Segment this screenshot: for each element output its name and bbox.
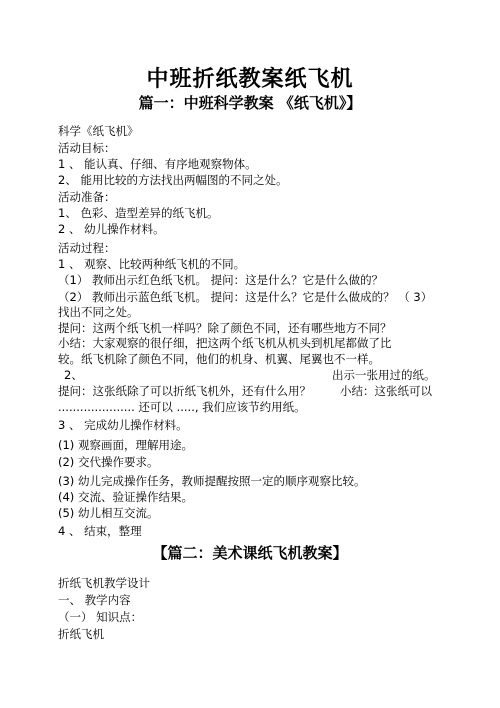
text-line: (3) 幼儿完成操作任务，教师提醒按照一定的顺序观察比较。 <box>58 474 366 488</box>
text-line: 一、 教学内容 <box>58 593 131 607</box>
text-line: (2) 交代操作要求。 <box>58 455 159 469</box>
text-line: 活动准备： <box>58 190 116 204</box>
text-line: 科学《纸飞机》 <box>58 124 139 138</box>
text-line: 3 、 完成幼儿操作材料。 <box>58 418 188 432</box>
text-line: 小结：这张纸可以 <box>340 384 432 398</box>
text-line: (1) 观察画面，理解用途。 <box>58 438 193 452</box>
text-line: 折纸飞机教学设计 <box>58 576 150 590</box>
text-line: (5) 幼儿相互交流。 <box>58 506 159 520</box>
text-line: 1、 色彩、造型差异的纸飞机。 <box>58 206 219 220</box>
text-line: 较。纸飞机除了颜色不同，他们的机身、机翼、尾翼也不一样。 <box>58 352 380 366</box>
text-line: 1 、 能认真、仔细、有序地观察物体。 <box>58 157 257 171</box>
text-line: 出示一张用过的纸。 <box>332 368 436 382</box>
text-line: (4) 交流、验证操作结果。 <box>58 490 193 504</box>
text-line: 2、 <box>64 368 83 382</box>
text-line: （一） 知识点： <box>58 610 143 624</box>
part2-heading: 【篇二：美术课纸飞机教案】 <box>152 544 348 562</box>
text-line: 折纸飞机 <box>58 627 104 641</box>
text-line: 2 、 幼儿操作材料。 <box>58 222 165 236</box>
text-line: 4 、 结束，整理 <box>58 524 142 538</box>
text-line: 提问：这张纸除了可以折纸飞机外，还有什么用？ <box>58 384 311 398</box>
text-line: （1） 教师出示红色纸飞机。 提问：这是什么？它是什么做的？ <box>58 273 384 287</box>
text-line: 2、 能用比较的方法找出两幅图的不同之处。 <box>58 173 288 187</box>
text-line: 活动目标： <box>58 141 116 155</box>
document-title: 中班折纸教案纸飞机 <box>146 67 354 92</box>
text-line: （2） 教师出示蓝色纸飞机。 提问：这是什么？它是什么做成的？ （ 3） <box>58 290 433 304</box>
text-line: 找出不同之处。 <box>58 305 139 319</box>
text-line: 活动过程： <box>58 241 116 255</box>
part1-heading: 篇一：中班科学教案 《纸飞机》】 <box>138 94 362 112</box>
text-line: 小结：大家观察的很仔细，把这两个纸飞机从机头到机尾都做了比 <box>58 336 392 350</box>
text-line: 1 、 观察、比较两种纸飞机的不同。 <box>58 257 246 271</box>
text-line: ..................... 还可以 ....., 我们应该节约用纸。 <box>58 400 306 414</box>
text-line: 提问：这两个纸飞机一样吗？除了颜色不同，还有哪些地方不同？ <box>58 321 392 335</box>
